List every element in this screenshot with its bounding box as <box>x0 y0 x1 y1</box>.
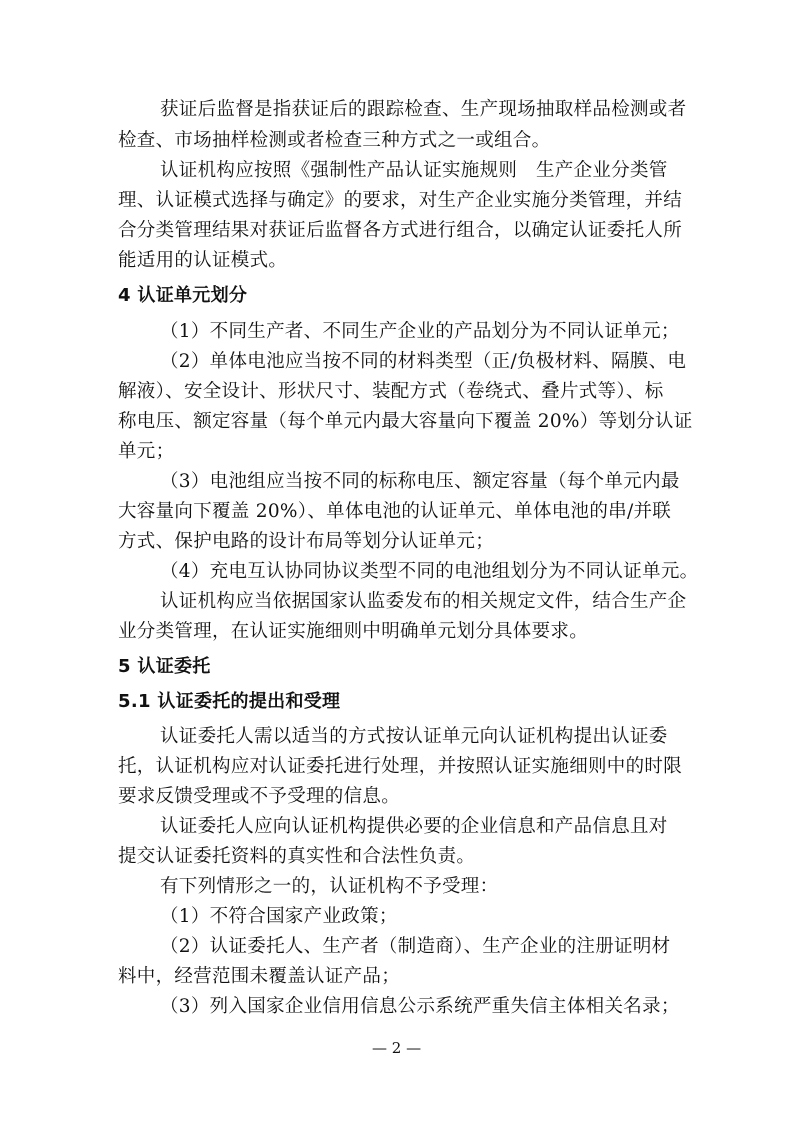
text-line: 有下列情形之一的，认证机构不予受理： <box>160 876 499 897</box>
text-line: 认证委托人应向认证机构提供必要的企业信息和产品信息且对 <box>160 816 668 837</box>
text-line: （1）不符合国家产业政策； <box>160 906 398 927</box>
text-line: （2）单体电池应当按不同的材料类型（正/负极材料、隔膜、电 <box>160 351 687 372</box>
text-line: 托，认证机构应对认证委托进行处理，并按照认证实施细则中的时限 <box>118 756 683 777</box>
text-line: 检查、市场抽样检测或者检查三种方式之一或组合。 <box>118 130 551 151</box>
text-line: 认证机构应按照《强制性产品认证实施规则 生产企业分类管 <box>160 160 668 181</box>
text-line: 理、认证模式选择与确定》的要求，对生产企业实施分类管理，并结 <box>118 190 683 211</box>
text-line: 料中，经营范围未覆盖认证产品； <box>118 966 401 987</box>
section-heading: 4 认证单元划分 <box>118 285 248 306</box>
text-line: （3）电池组应当按不同的标称电压、额定容量（每个单元内最 <box>160 471 680 492</box>
text-line: 单元； <box>118 441 175 462</box>
text-line: 要求反馈受理或不予受理的信息。 <box>118 786 401 807</box>
text-line: 合分类管理结果对获证后监督各方式进行组合，以确定认证委托人所 <box>118 220 683 241</box>
text-line: （3）列入国家企业信用信息公示系统严重失信主体相关名录； <box>160 996 680 1017</box>
subsection-heading: 5.1 认证委托的提出和受理 <box>118 691 341 712</box>
text-line: 认证机构应当依据国家认监委发布的相关规定文件，结合生产企 <box>160 591 687 612</box>
text-line: 提交认证委托资料的真实性和合法性负责。 <box>118 846 476 867</box>
text-line: 获证后监督是指获证后的跟踪检查、生产现场抽取样品检测或者 <box>160 99 687 120</box>
text-line: 称电压、额定容量（每个单元内最大容量向下覆盖 20%）等划分认证 <box>118 411 693 432</box>
text-line: 业分类管理，在认证实施细则中明确单元划分具体要求。 <box>118 621 589 642</box>
section-heading: 5 认证委托 <box>118 656 211 677</box>
text-line: 大容量向下覆盖 20%）、单体电池的认证单元、单体电池的串/并联 <box>118 501 672 522</box>
text-line: （1）不同生产者、不同生产企业的产品划分为不同认证单元； <box>160 321 680 342</box>
text-line: （4）充电互认协同协议类型不同的电池组划分为不同认证单元。 <box>160 561 699 582</box>
text-line: 认证委托人需以适当的方式按认证单元向认证机构提出认证委 <box>160 726 668 747</box>
text-line: 方式、保护电路的设计布局等划分认证单元； <box>118 531 495 552</box>
text-line: （2）认证委托人、生产者（制造商）、生产企业的注册证明材 <box>160 936 671 957</box>
page-number: — 2 — <box>372 1039 422 1057</box>
text-line: 解液）、安全设计、形状尺寸、装配方式（卷绕式、叠片式等）、标 <box>118 381 664 402</box>
text-line: 能适用的认证模式。 <box>118 250 288 271</box>
